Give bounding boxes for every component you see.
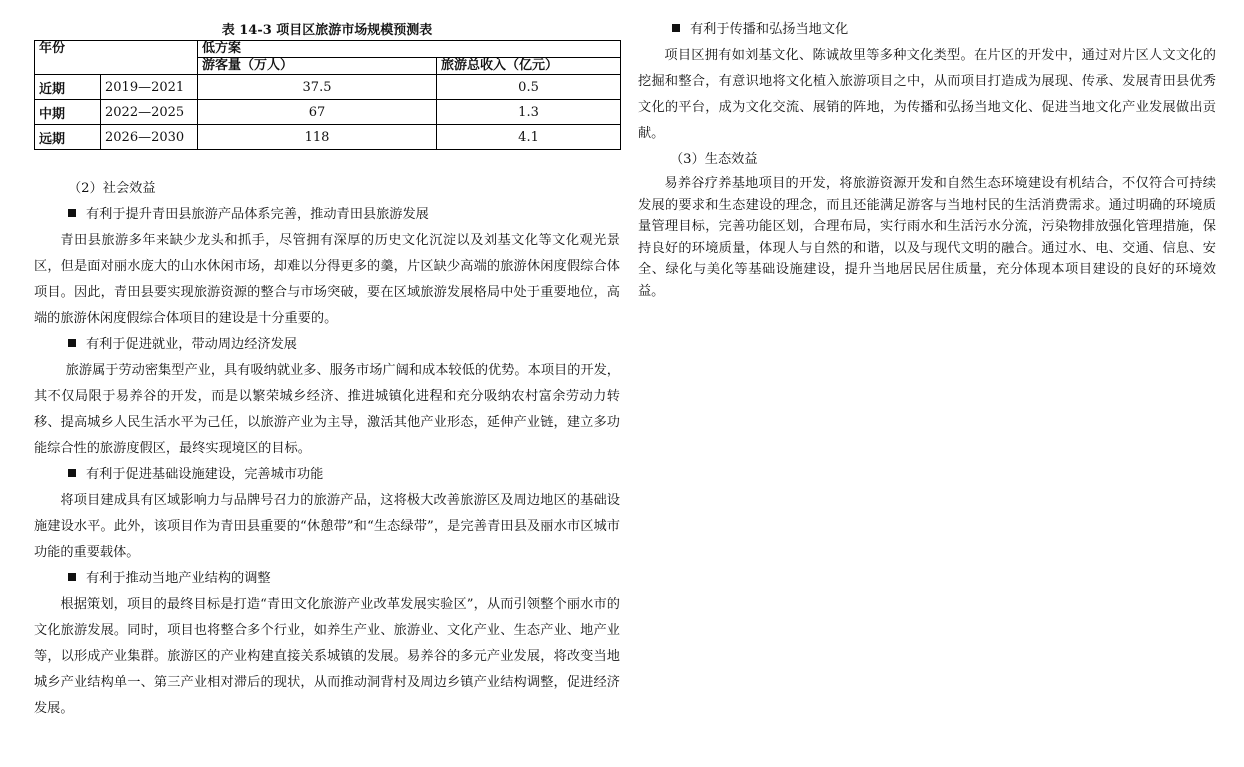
paragraph: 根据策划，项目的最终目标是打造“青田文化旅游产业改革发展实验区”，从而引领整个丽水市的文化旅游发展。同时，项目也将整合多个行业，如养生产业、旅游业、文化产业、生态产业、地产业等，以形成产业集群。旅游区的产业构建直接关系城镇的发展。易养谷的多元产业发展，将改变当地城乡产业结构单一、第三产业相对滞后的现状，从而推动洞背村及周边乡镇产业结构调整，促进经济发展。 [34, 597, 620, 716]
row-visitors: 67 [198, 100, 437, 125]
forecast-table [34, 40, 621, 150]
square-bullet-icon [68, 573, 76, 581]
bullet-heading [638, 17, 1216, 43]
paragraph: 易养谷疗养基地项目的开发，将旅游资源开发和自然生态环境建设有机结合，不仅符合可持续发展的要求和生态建设的理念，而且还能满足游客与当地村民的生活消费需求。通过明确的环境质量管理目标，完善功能区划，合理布局，实行雨水和生活污水分流，污染物排放强化管理措施，保持良好的环境质量，体现人与自然的和谐，以及与现代文明的融合。通过水、电、交通、信息、安全、绿化与美化等基础设施建设，提升当地居民居住质量，充分体现本项目建设的良好的环境效益。 [638, 176, 1216, 299]
section-heading: （2）社会效益 [68, 181, 156, 196]
bullet-heading [34, 566, 620, 592]
table-caption: 表 14-3 项目区旅游市场规模预测表 [221, 23, 433, 38]
header-income: 旅游总收入（亿元） [437, 58, 621, 75]
table-header-row [35, 41, 621, 58]
square-bullet-icon [68, 339, 76, 347]
row-term: 近期 [35, 75, 101, 100]
paragraph: 青田县旅游多年来缺少龙头和抓手，尽管拥有深厚的历史文化沉淀以及刘基文化等文化观光景区，但是面对丽水庞大的山水休闲市场，却难以分得更多的羹，片区缺少高端的旅游休闲度假综合体项目。因此，青田县要实现旅游资源的整合与市场突破，要在区域旅游发展格局中处于重要地位，高端的旅游休闲度假综合体项目的建设是十分重要的。 [34, 233, 620, 326]
bullet-heading [34, 462, 620, 488]
section-heading: （3）生态效益 [670, 152, 758, 167]
row-visitors: 37.5 [198, 75, 437, 100]
table-row [35, 125, 621, 150]
bullet-text: 有利于促进就业，带动周边经济发展 [86, 337, 297, 352]
row-income: 1.3 [437, 100, 621, 125]
square-bullet-icon [68, 209, 76, 217]
bullet-text: 有利于推动当地产业结构的调整 [86, 571, 271, 586]
social-benefit-section [34, 176, 620, 722]
row-income: 0.5 [437, 75, 621, 100]
header-visitors: 游客量（万人） [198, 58, 437, 75]
table-row [35, 75, 621, 100]
square-bullet-icon [68, 469, 76, 477]
square-bullet-icon [672, 24, 680, 32]
row-years: 2022—2025 [101, 100, 198, 125]
row-income: 4.1 [437, 125, 621, 150]
row-years: 2019—2021 [101, 75, 198, 100]
paragraph: 旅游属于劳动密集型产业，具有吸纳就业多、服务市场广阔和成本较低的优势。本项目的开发，其不仅局限于易养谷的开发，而是以繁荣城乡经济、推进城镇化进程和充分吸纳农村富余劳动力转移、提高城乡人民生活水平为己任，以旅游产业为主导，激活其他产业形态，延伸产业链，建立多功能综合性的旅游度假区，最终实现境区的目标。 [34, 363, 620, 456]
bullet-heading [34, 332, 620, 358]
culture-section [638, 17, 1216, 302]
bullet-text: 有利于提升青田县旅游产品体系完善，推动青田县旅游发展 [86, 207, 429, 222]
row-term: 中期 [35, 100, 101, 125]
header-year: 年份 [35, 41, 198, 75]
bullet-text: 有利于传播和弘扬当地文化 [690, 22, 849, 37]
right-column [638, 0, 1216, 302]
left-column [34, 0, 620, 722]
paragraph: 项目区拥有如刘基文化、陈诚故里等多种文化类型。在片区的开发中，通过对片区人文文化的挖掘和整合，有意识地将文化植入旅游项目之中，从而项目打造成为展现、传承、发展青田县优秀文化的平台，成为文化交流、展销的阵地，为传播和弘扬当地文化、促进当地文化产业发展做出贡献。 [638, 48, 1216, 141]
paragraph: 将项目建成具有区域影响力与品牌号召力的旅游产品，这将极大改善旅游区及周边地区的基础设施建设水平。此外，该项目作为青田县重要的“休憩带”和“生态绿带”，是完善青田县及丽水市区城市功能的重要载体。 [34, 493, 620, 560]
bullet-text: 有利于促进基础设施建设，完善城市功能 [86, 467, 324, 482]
table-row [35, 100, 621, 125]
row-term: 远期 [35, 125, 101, 150]
row-visitors: 118 [198, 125, 437, 150]
header-plan: 低方案 [198, 41, 621, 58]
bullet-heading [34, 202, 620, 228]
row-years: 2026—2030 [101, 125, 198, 150]
